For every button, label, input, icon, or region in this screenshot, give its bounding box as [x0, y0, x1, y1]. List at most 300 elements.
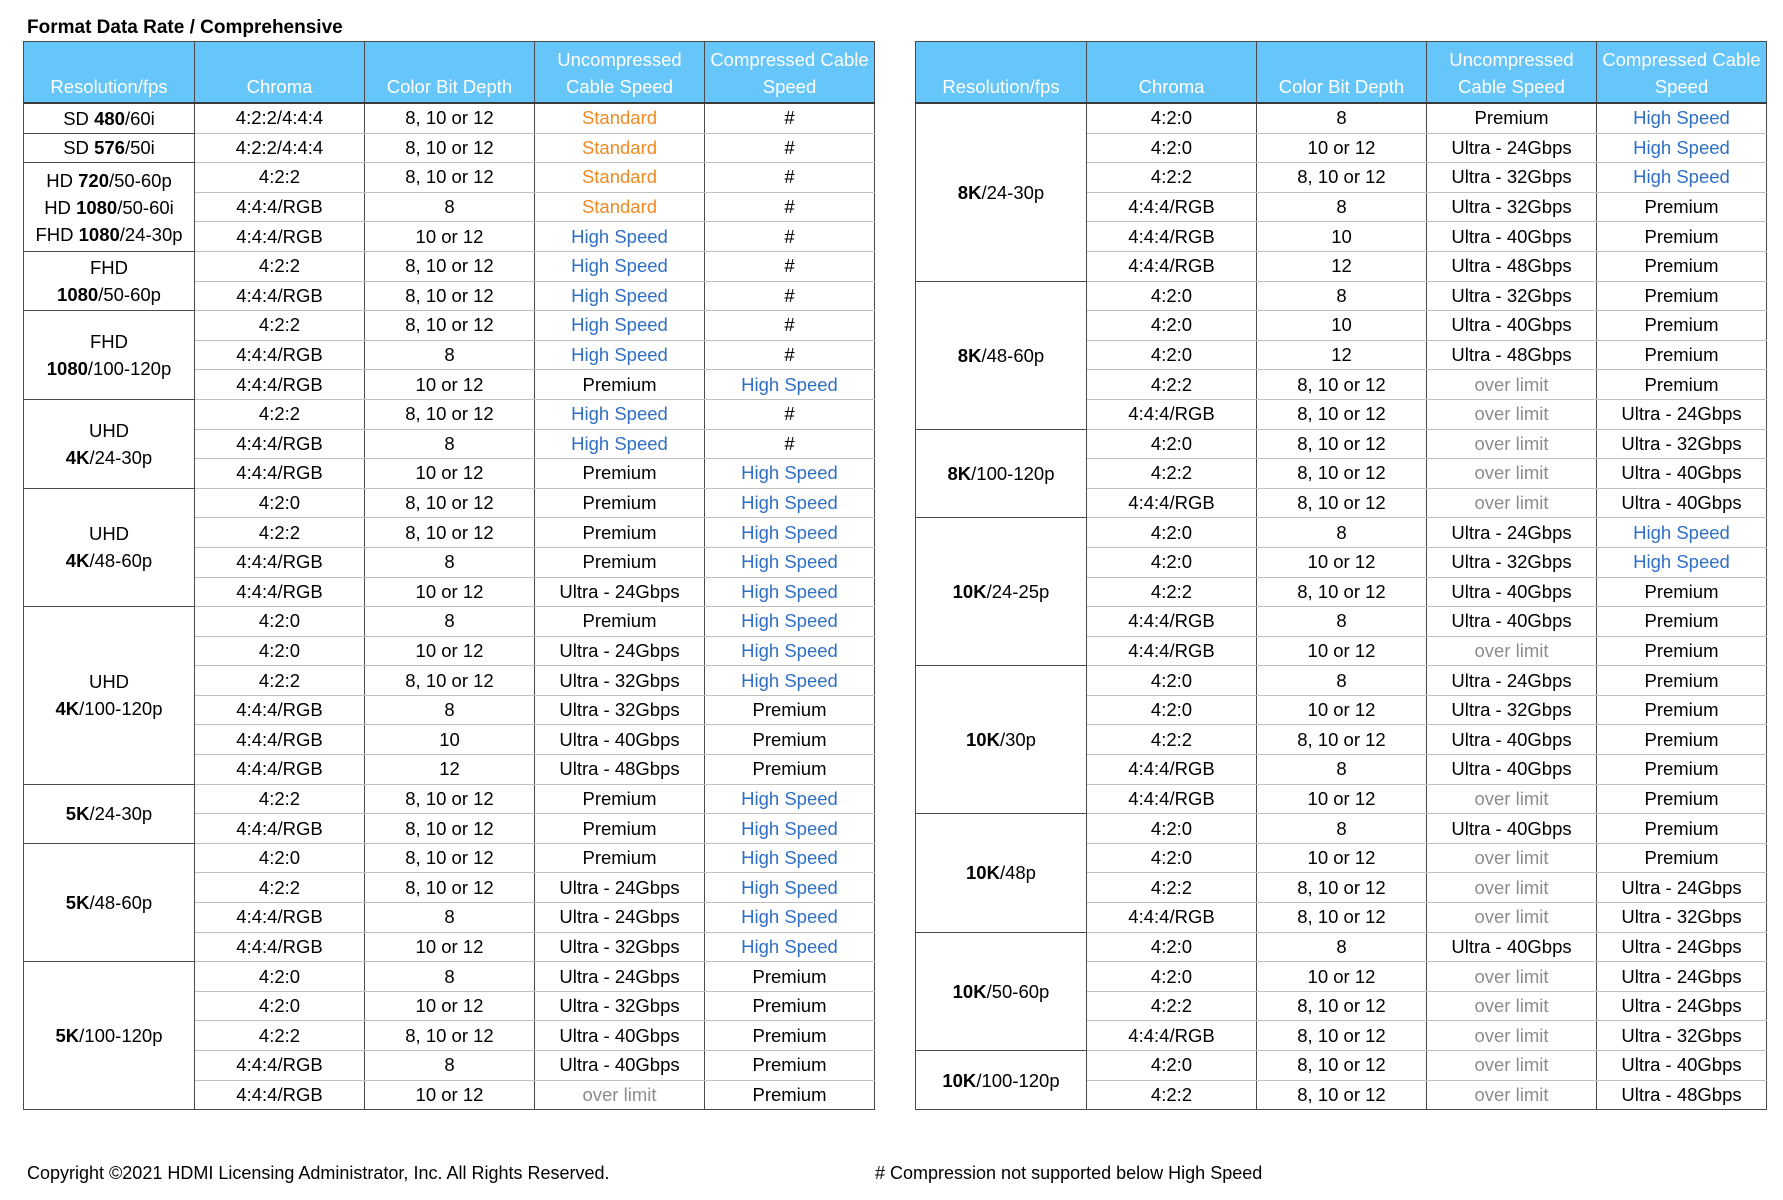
table-row	[916, 814, 1767, 844]
compressed-speed-cell: Premium	[1597, 577, 1767, 607]
compressed-speed-cell: Premium	[1597, 843, 1767, 873]
bit-depth-cell: 10	[1257, 222, 1427, 252]
bit-depth-cell: 8	[1257, 607, 1427, 637]
resolution-line	[26, 1022, 192, 1049]
resolution-cell	[24, 607, 195, 785]
chroma-cell: 4:2:2	[195, 784, 365, 814]
bit-depth-cell: 8	[1257, 281, 1427, 311]
compressed-speed-cell: #	[705, 399, 875, 429]
chroma-cell: 4:4:4/RGB	[1087, 192, 1257, 222]
resolution-part: /100-120p	[79, 1025, 163, 1047]
bit-depth-cell: 10 or 12	[365, 459, 535, 489]
compressed-speed-cell: Premium	[1597, 725, 1767, 755]
resolution-bold-part: 10K	[952, 980, 987, 1002]
resolution-line	[26, 194, 192, 221]
resolution-cell	[916, 518, 1087, 666]
resolution-part: /24-30p	[981, 181, 1045, 203]
resolution-part: /48p	[999, 862, 1036, 884]
bit-depth-cell: 8	[365, 547, 535, 577]
uncompressed-speed-cell: over limit	[1427, 488, 1597, 518]
resolution-line	[918, 342, 1084, 369]
bit-depth-cell: 8	[365, 340, 535, 370]
compressed-speed-cell: High Speed	[705, 903, 875, 933]
resolution-part: /24-25p	[986, 581, 1050, 603]
resolution-cell	[916, 932, 1087, 1050]
resolution-bold-part: 10K	[952, 581, 987, 603]
resolution-part: /48-60p	[89, 892, 153, 914]
table-row	[24, 251, 875, 281]
chroma-cell: 4:2:0	[1087, 133, 1257, 163]
uncompressed-speed-cell: Premium	[535, 459, 705, 489]
compressed-speed-cell: High Speed	[1597, 547, 1767, 577]
resolution-line	[26, 134, 192, 161]
compressed-speed-cell: Ultra - 24Gbps	[1597, 991, 1767, 1021]
resolution-part: /50-60i	[117, 196, 174, 218]
compressed-speed-cell: Premium	[1597, 222, 1767, 252]
chroma-cell: 4:2:0	[195, 991, 365, 1021]
bit-depth-cell: 10	[365, 725, 535, 755]
uncompressed-speed-cell: Ultra - 48Gbps	[1427, 340, 1597, 370]
chroma-cell: 4:4:4/RGB	[195, 932, 365, 962]
uncompressed-speed-cell: Ultra - 48Gbps	[1427, 251, 1597, 281]
table-row	[24, 103, 875, 133]
resolution-bold-part: 4K	[55, 698, 80, 720]
chroma-cell: 4:4:4/RGB	[1087, 251, 1257, 281]
bit-depth-cell: 8, 10 or 12	[1257, 903, 1427, 933]
table-row	[916, 281, 1767, 311]
resolution-part: FHD	[35, 223, 79, 245]
compressed-speed-cell: Ultra - 24Gbps	[1597, 962, 1767, 992]
bit-depth-cell: 8, 10 or 12	[365, 843, 535, 873]
chroma-cell: 4:2:2/4:4:4	[195, 133, 365, 163]
resolution-part: /50i	[124, 137, 155, 159]
compressed-speed-cell: Premium	[705, 962, 875, 992]
resolution-line	[26, 221, 192, 248]
bit-depth-cell: 8, 10 or 12	[365, 133, 535, 163]
table-body	[24, 103, 875, 1110]
chroma-cell: 4:2:2	[195, 1021, 365, 1051]
resolution-cell	[24, 488, 195, 606]
compressed-speed-cell: Ultra - 40Gbps	[1597, 488, 1767, 518]
resolution-line	[918, 859, 1084, 886]
bit-depth-cell: 12	[1257, 340, 1427, 370]
resolution-bold-part: 10K	[966, 729, 1000, 751]
chroma-cell: 4:2:0	[1087, 962, 1257, 992]
table-body	[916, 103, 1767, 1110]
bit-depth-cell: 8, 10 or 12	[365, 251, 535, 281]
chroma-cell: 4:4:4/RGB	[195, 1080, 365, 1110]
compressed-speed-cell: Premium	[1597, 755, 1767, 785]
bit-depth-cell: 8	[365, 962, 535, 992]
bit-depth-cell: 8, 10 or 12	[1257, 370, 1427, 400]
uncompressed-speed-cell: Ultra - 40Gbps	[1427, 725, 1597, 755]
header-chroma	[195, 42, 365, 104]
compressed-speed-cell: #	[705, 281, 875, 311]
resolution-cell	[916, 666, 1087, 814]
header-chroma	[1087, 42, 1257, 104]
chroma-cell: 4:4:4/RGB	[195, 429, 365, 459]
chroma-cell: 4:2:0	[195, 488, 365, 518]
compressed-speed-cell: Premium	[1597, 695, 1767, 725]
header-line: Resolution/fps	[50, 76, 168, 97]
table-row	[24, 962, 875, 992]
chroma-cell: 4:4:4/RGB	[1087, 488, 1257, 518]
compressed-speed-cell: High Speed	[705, 488, 875, 518]
header-line: Uncompressed	[1449, 49, 1574, 70]
compressed-speed-cell: Premium	[1597, 281, 1767, 311]
compressed-speed-cell: Premium	[1597, 311, 1767, 341]
compressed-speed-cell: Premium	[705, 695, 875, 725]
bit-depth-cell: 8, 10 or 12	[1257, 1080, 1427, 1110]
bit-depth-cell: 8	[1257, 932, 1427, 962]
compressed-speed-cell: Ultra - 40Gbps	[1597, 1051, 1767, 1081]
chroma-cell: 4:4:4/RGB	[1087, 607, 1257, 637]
bit-depth-cell: 8, 10 or 12	[365, 488, 535, 518]
table-row	[916, 103, 1767, 133]
uncompressed-speed-cell: Standard	[535, 103, 705, 133]
resolution-bold-part: 10K	[966, 862, 1000, 884]
resolution-cell	[24, 784, 195, 843]
bit-depth-cell: 10 or 12	[365, 577, 535, 607]
resolution-part: /100-120p	[976, 1069, 1060, 1091]
uncompressed-speed-cell: High Speed	[535, 429, 705, 459]
table-row	[916, 1051, 1767, 1081]
header-resolution	[24, 42, 195, 104]
resolution-bold-part: 8K	[947, 462, 972, 484]
resolution-part: /24-30p	[89, 446, 153, 468]
table-row	[24, 488, 875, 518]
uncompressed-speed-cell: over limit	[1427, 962, 1597, 992]
table-header-row	[916, 42, 1767, 104]
compressed-speed-cell: #	[705, 103, 875, 133]
header-line: Speed	[1654, 76, 1709, 97]
chroma-cell: 4:4:4/RGB	[1087, 784, 1257, 814]
compressed-speed-cell: High Speed	[705, 873, 875, 903]
resolution-cell	[24, 251, 195, 310]
bit-depth-cell: 8	[1257, 666, 1427, 696]
chroma-cell: 4:2:0	[1087, 547, 1257, 577]
chroma-cell: 4:4:4/RGB	[1087, 636, 1257, 666]
bit-depth-cell: 8, 10 or 12	[365, 103, 535, 133]
resolution-part: /50-60p	[986, 980, 1050, 1002]
uncompressed-speed-cell: over limit	[1427, 1051, 1597, 1081]
compressed-speed-cell: Premium	[705, 991, 875, 1021]
chroma-cell: 4:2:2	[1087, 577, 1257, 607]
bit-depth-cell: 8, 10 or 12	[1257, 577, 1427, 607]
uncompressed-speed-cell: Ultra - 32Gbps	[1427, 547, 1597, 577]
chroma-cell: 4:4:4/RGB	[195, 370, 365, 400]
resolution-cell	[916, 281, 1087, 429]
compressed-speed-cell: Premium	[1597, 340, 1767, 370]
table-row	[24, 784, 875, 814]
bit-depth-cell: 10	[1257, 311, 1427, 341]
compressed-speed-cell: High Speed	[705, 636, 875, 666]
chroma-cell: 4:2:0	[1087, 843, 1257, 873]
bit-depth-cell: 8	[1257, 192, 1427, 222]
bit-depth-cell: 10 or 12	[1257, 843, 1427, 873]
chroma-cell: 4:4:4/RGB	[195, 814, 365, 844]
uncompressed-speed-cell: Ultra - 40Gbps	[535, 1051, 705, 1081]
resolution-line	[26, 520, 192, 547]
resolution-cell	[916, 1051, 1087, 1110]
uncompressed-speed-cell: High Speed	[535, 340, 705, 370]
uncompressed-speed-cell: over limit	[1427, 903, 1597, 933]
chroma-cell: 4:4:4/RGB	[195, 755, 365, 785]
uncompressed-speed-cell: Premium	[535, 488, 705, 518]
bit-depth-cell: 12	[1257, 251, 1427, 281]
bit-depth-cell: 8, 10 or 12	[365, 814, 535, 844]
bit-depth-cell: 8	[365, 1051, 535, 1081]
compressed-speed-cell: Ultra - 32Gbps	[1597, 903, 1767, 933]
resolution-part: /60i	[124, 107, 155, 129]
table-row	[916, 666, 1767, 696]
chroma-cell: 4:2:2	[1087, 1080, 1257, 1110]
chroma-cell: 4:2:0	[1087, 1051, 1257, 1081]
chroma-cell: 4:2:0	[195, 843, 365, 873]
uncompressed-speed-cell: Premium	[535, 843, 705, 873]
header-line: Resolution/fps	[942, 76, 1060, 97]
resolution-cell	[916, 814, 1087, 932]
resolution-part: FHD	[89, 331, 129, 353]
resolution-line	[918, 1067, 1084, 1094]
uncompressed-speed-cell: Standard	[535, 133, 705, 163]
resolution-line	[918, 978, 1084, 1005]
uncompressed-speed-cell: over limit	[1427, 370, 1597, 400]
chroma-cell: 4:4:4/RGB	[195, 903, 365, 933]
uncompressed-speed-cell: Premium	[535, 607, 705, 637]
uncompressed-speed-cell: over limit	[1427, 1080, 1597, 1110]
compressed-speed-cell: #	[705, 163, 875, 193]
resolution-part: SD	[63, 137, 95, 159]
resolution-part: /48-60p	[89, 550, 153, 572]
resolution-cell	[916, 429, 1087, 518]
bit-depth-cell: 10 or 12	[1257, 547, 1427, 577]
uncompressed-speed-cell: over limit	[1427, 843, 1597, 873]
resolution-bold-part: 720	[78, 169, 109, 191]
chroma-cell: 4:2:2	[195, 251, 365, 281]
resolution-bold-part: 4K	[65, 446, 90, 468]
bit-depth-cell: 10 or 12	[365, 991, 535, 1021]
resolution-line	[26, 417, 192, 444]
resolution-part: FHD	[89, 257, 129, 279]
bit-depth-cell: 8, 10 or 12	[365, 518, 535, 548]
footnote-text: # Compression not supported below High Speed	[875, 1163, 1263, 1183]
compressed-speed-cell: Ultra - 32Gbps	[1597, 429, 1767, 459]
compressed-speed-cell: High Speed	[705, 784, 875, 814]
header-bit-depth	[1257, 42, 1427, 104]
compressed-speed-cell: Premium	[1597, 784, 1767, 814]
compressed-speed-cell: #	[705, 133, 875, 163]
resolution-bold-part: 1080	[78, 223, 120, 245]
resolution-part: /24-30p	[119, 223, 183, 245]
compressed-speed-cell: Ultra - 32Gbps	[1597, 1021, 1767, 1051]
chroma-cell: 4:2:0	[1087, 103, 1257, 133]
header-line: Uncompressed	[557, 49, 682, 70]
resolution-line	[26, 328, 192, 355]
uncompressed-speed-cell: Ultra - 24Gbps	[535, 873, 705, 903]
bit-depth-cell: 8, 10 or 12	[365, 666, 535, 696]
bit-depth-cell: 8, 10 or 12	[1257, 488, 1427, 518]
resolution-line	[26, 800, 192, 827]
table-row	[916, 932, 1767, 962]
bit-depth-cell: 8	[1257, 103, 1427, 133]
uncompressed-speed-cell: over limit	[1427, 429, 1597, 459]
resolution-part: UHD	[88, 523, 130, 545]
uncompressed-speed-cell: Ultra - 24Gbps	[535, 962, 705, 992]
header-resolution	[916, 42, 1087, 104]
compressed-speed-cell: #	[705, 340, 875, 370]
chroma-cell: 4:2:0	[1087, 429, 1257, 459]
uncompressed-speed-cell: Ultra - 24Gbps	[535, 577, 705, 607]
resolution-bold-part: 5K	[65, 803, 90, 825]
bit-depth-cell: 8	[365, 695, 535, 725]
uncompressed-speed-cell: over limit	[1427, 784, 1597, 814]
resolution-part: UHD	[88, 419, 130, 441]
compressed-speed-cell: High Speed	[1597, 518, 1767, 548]
header-line: Chroma	[1138, 76, 1205, 97]
compressed-speed-cell: High Speed	[705, 459, 875, 489]
chroma-cell: 4:2:0	[1087, 311, 1257, 341]
bit-depth-cell: 8, 10 or 12	[1257, 725, 1427, 755]
table-row	[24, 311, 875, 341]
resolution-bold-part: 1080	[46, 358, 88, 380]
chroma-cell: 4:4:4/RGB	[195, 222, 365, 252]
resolution-cell	[916, 103, 1087, 281]
chroma-cell: 4:4:4/RGB	[1087, 755, 1257, 785]
uncompressed-speed-cell: over limit	[1427, 991, 1597, 1021]
bit-depth-cell: 10 or 12	[1257, 133, 1427, 163]
chroma-cell: 4:4:4/RGB	[1087, 222, 1257, 252]
uncompressed-speed-cell: High Speed	[535, 311, 705, 341]
uncompressed-speed-cell: Premium	[1427, 103, 1597, 133]
bit-depth-cell: 10 or 12	[365, 636, 535, 666]
resolution-cell	[24, 103, 195, 133]
table-row	[24, 163, 875, 193]
compressed-speed-cell: #	[705, 311, 875, 341]
header-line: Color Bit Depth	[386, 76, 513, 97]
header-line: Compressed Cable	[710, 49, 869, 70]
resolution-bold-part: 1080	[76, 196, 118, 218]
header-line: Compressed Cable	[1602, 49, 1761, 70]
bit-depth-cell: 8	[365, 903, 535, 933]
resolution-bold-part: 480	[94, 107, 125, 129]
header-line: Cable Speed	[566, 76, 673, 97]
compressed-speed-cell: #	[705, 222, 875, 252]
resolution-line	[918, 726, 1084, 753]
chroma-cell: 4:4:4/RGB	[195, 340, 365, 370]
bit-depth-cell: 10 or 12	[365, 222, 535, 252]
bit-depth-cell: 8, 10 or 12	[365, 1021, 535, 1051]
table-header-row	[24, 42, 875, 104]
compressed-speed-cell: Ultra - 24Gbps	[1597, 932, 1767, 962]
compressed-speed-cell: High Speed	[705, 814, 875, 844]
chroma-cell: 4:2:2	[195, 399, 365, 429]
resolution-part: /100-120p	[87, 358, 172, 380]
resolution-cell	[24, 843, 195, 961]
bit-depth-cell: 10 or 12	[1257, 695, 1427, 725]
chroma-cell: 4:4:4/RGB	[1087, 1021, 1257, 1051]
bit-depth-cell: 8, 10 or 12	[365, 281, 535, 311]
chroma-cell: 4:2:0	[195, 607, 365, 637]
compressed-speed-cell: Premium	[705, 755, 875, 785]
uncompressed-speed-cell: Premium	[535, 547, 705, 577]
bit-depth-cell: 10 or 12	[1257, 962, 1427, 992]
bit-depth-cell: 10 or 12	[365, 1080, 535, 1110]
bit-depth-cell: 8, 10 or 12	[365, 873, 535, 903]
header-bit-depth	[365, 42, 535, 104]
chroma-cell: 4:2:0	[1087, 666, 1257, 696]
chroma-cell: 4:4:4/RGB	[195, 725, 365, 755]
uncompressed-speed-cell: High Speed	[535, 399, 705, 429]
header-uncompressed-speed	[535, 42, 705, 104]
chroma-cell: 4:2:2	[1087, 163, 1257, 193]
resolution-line	[26, 281, 192, 308]
chroma-cell: 4:4:4/RGB	[1087, 399, 1257, 429]
compressed-speed-cell: Premium	[1597, 636, 1767, 666]
uncompressed-speed-cell: Ultra - 24Gbps	[1427, 518, 1597, 548]
resolution-bold-part: 8K	[957, 181, 982, 203]
bit-depth-cell: 8	[1257, 518, 1427, 548]
chroma-cell: 4:2:0	[1087, 814, 1257, 844]
header-line: Speed	[762, 76, 817, 97]
compressed-speed-cell: High Speed	[705, 607, 875, 637]
uncompressed-speed-cell: Ultra - 24Gbps	[535, 903, 705, 933]
compressed-speed-cell: Premium	[705, 725, 875, 755]
header-compressed-speed	[1597, 42, 1767, 104]
uncompressed-speed-cell: Ultra - 48Gbps	[535, 755, 705, 785]
bit-depth-cell: 10 or 12	[365, 370, 535, 400]
bit-depth-cell: 8, 10 or 12	[365, 311, 535, 341]
bit-depth-cell: 8, 10 or 12	[365, 163, 535, 193]
chroma-cell: 4:2:2	[1087, 873, 1257, 903]
uncompressed-speed-cell: Ultra - 24Gbps	[535, 636, 705, 666]
compressed-speed-cell: Premium	[1597, 370, 1767, 400]
chroma-cell: 4:4:4/RGB	[195, 281, 365, 311]
resolution-cell	[24, 399, 195, 488]
bit-depth-cell: 8, 10 or 12	[365, 399, 535, 429]
resolution-bold-part: 5K	[55, 1025, 80, 1047]
uncompressed-speed-cell: Premium	[535, 518, 705, 548]
chroma-cell: 4:4:4/RGB	[1087, 903, 1257, 933]
uncompressed-speed-cell: Ultra - 40Gbps	[1427, 222, 1597, 252]
compressed-speed-cell: High Speed	[1597, 103, 1767, 133]
uncompressed-speed-cell: over limit	[1427, 399, 1597, 429]
chroma-cell: 4:2:0	[1087, 340, 1257, 370]
uncompressed-speed-cell: Ultra - 40Gbps	[535, 1021, 705, 1051]
compressed-speed-cell: High Speed	[705, 843, 875, 873]
uncompressed-speed-cell: Ultra - 40Gbps	[1427, 814, 1597, 844]
bit-depth-cell: 8	[365, 192, 535, 222]
chroma-cell: 4:4:4/RGB	[195, 192, 365, 222]
bit-depth-cell: 8	[365, 429, 535, 459]
resolution-bold-part: 10K	[942, 1069, 977, 1091]
bit-depth-cell: 10 or 12	[365, 932, 535, 962]
uncompressed-speed-cell: Ultra - 24Gbps	[1427, 133, 1597, 163]
compressed-speed-cell: Ultra - 24Gbps	[1597, 873, 1767, 903]
resolution-cell	[24, 133, 195, 163]
resolution-part: SD	[63, 107, 95, 129]
compressed-speed-cell: Premium	[705, 1021, 875, 1051]
resolution-line	[26, 668, 192, 695]
bit-depth-cell: 12	[365, 755, 535, 785]
uncompressed-speed-cell: over limit	[1427, 636, 1597, 666]
uncompressed-speed-cell: Ultra - 40Gbps	[1427, 577, 1597, 607]
chroma-cell: 4:2:2	[1087, 459, 1257, 489]
resolution-bold-part: 8K	[957, 344, 982, 366]
resolution-line	[26, 355, 192, 382]
uncompressed-speed-cell: Ultra - 40Gbps	[1427, 755, 1597, 785]
bit-depth-cell: 8, 10 or 12	[1257, 1051, 1427, 1081]
